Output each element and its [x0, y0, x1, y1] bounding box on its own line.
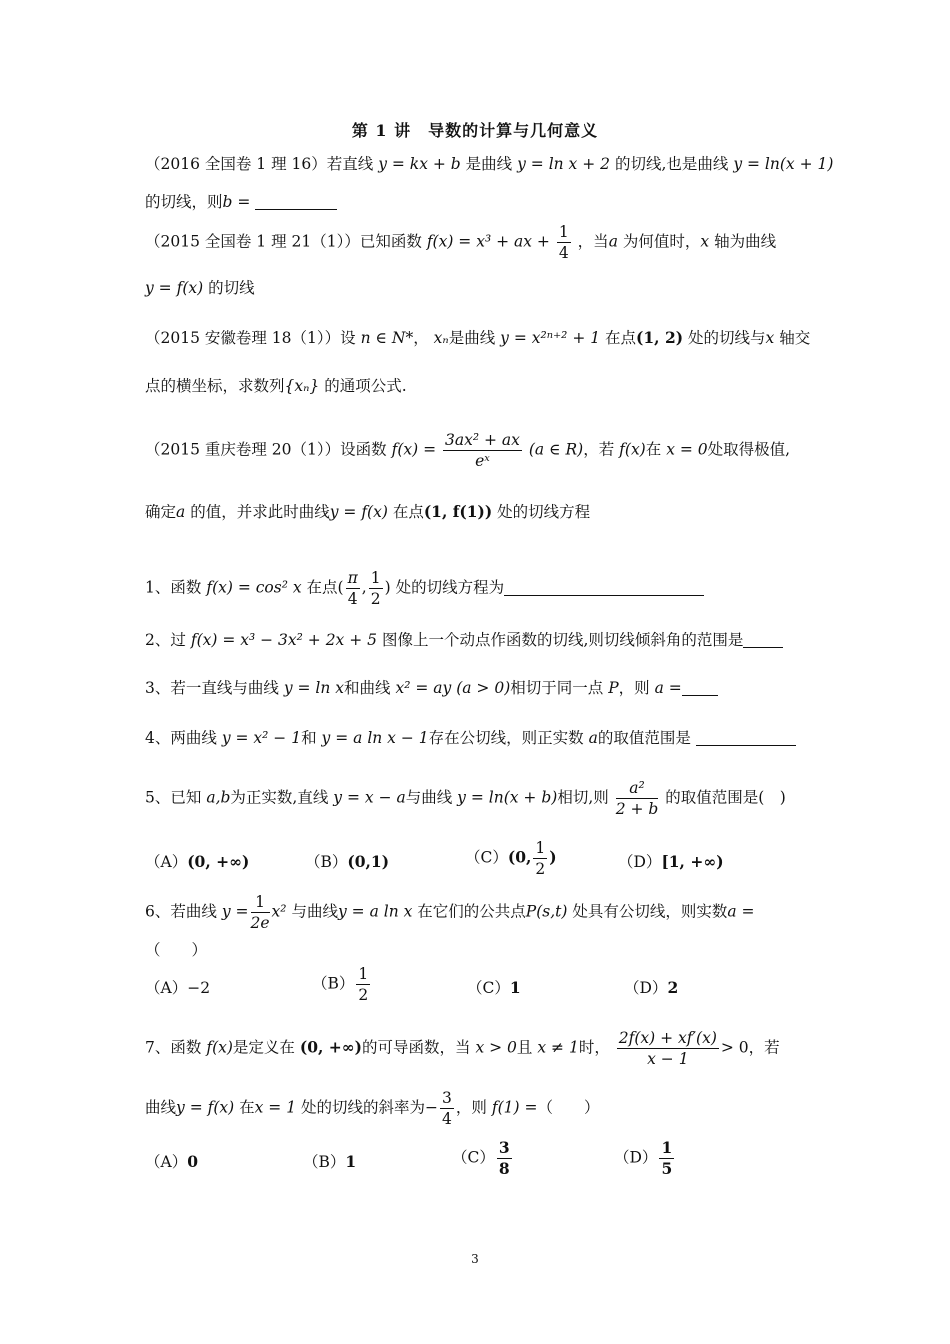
question-7-line-1: 7、函数 f(x)是定义在 (0, +∞)的可导函数，当 x > 0且 x ≠ 1时， $\frac{2f(x) + xf'(x)}{x - 1}$ > 0，若 [145, 1029, 780, 1068]
option-b[interactable]: （B）(0,1) [305, 852, 390, 871]
example-2-line-1: （2015 全国卷 1 理 21（1））已知函数 f(x) = x³ + ax + $\frac{1}{4}$ ，当a 为何值时，x 轴为曲线 [145, 223, 777, 262]
question-7-line-2: 曲线y = f(x) 在x = 1 处的切线的斜率为− $\frac{3}{4}$ ，则 f(1) =（ ） [145, 1089, 600, 1128]
option-a[interactable]: （A）−2 [145, 979, 211, 997]
example-3-line-2: 点的横坐标，求数列{xₙ} 的通项公式. [145, 377, 407, 395]
option-c[interactable]: （C）1 [467, 978, 521, 997]
option-c[interactable]: （C）(0, $\frac{1}{2}$ ) [465, 839, 557, 878]
fraction: $\frac{\text{a²}}{2 + b}$ [615, 779, 659, 818]
fraction: $\frac{\pi}{4}$ [347, 569, 358, 608]
question-6: 6、若曲线 y = $\frac{1}{2e}$ x² 与曲线y = a ln x 在它们的公共点P(s,t) 处具有公切线，则实数a = [145, 893, 755, 932]
fraction: $\frac{1}{2e}$ [250, 893, 270, 932]
answer-blank[interactable] [743, 631, 783, 648]
example-3-line-1: （2015 安徽卷理 18（1））设 n ∈ N*， xₙ是曲线 y = x²ⁿ⁺² + 1 在点(1, 2) 处的切线与x 轴交 [145, 328, 811, 347]
fraction: $\frac{1}{5}$ [661, 1138, 673, 1178]
page-number: 3 [471, 1252, 479, 1266]
option-d[interactable]: （D） $\frac{1}{5}$ [614, 1138, 673, 1178]
fraction: $\frac{1}{2}$ [358, 965, 369, 1004]
example-4-line-2: 确定a 的值，并求此时曲线y = f(x) 在点(1, f(1)) 处的切线方程 [145, 502, 591, 521]
example-1-line-2: 的切线，则b = [145, 192, 337, 212]
fraction: $\frac{3}{8}$ [498, 1138, 510, 1178]
answer-blank[interactable] [255, 193, 337, 210]
fraction: $\frac{1}{2}$ [370, 569, 381, 608]
option-c[interactable]: （C） $\frac{3}{8}$ [452, 1138, 510, 1178]
fraction: $\frac{1}{2}$ [535, 839, 546, 878]
fraction: $\frac{2f(x) + xf'(x)}{x - 1}$ [618, 1029, 717, 1068]
fraction: $\frac{1}{4}$ [558, 223, 569, 262]
option-a[interactable]: （A）(0, +∞) [145, 852, 250, 871]
question-5: 5、已知 a,b为正实数,直线 y = x − a与曲线 y = ln(x + b)相切,则 $\frac{\text{a²}}{2 + b}$ 的取值范围是( ) [145, 779, 786, 818]
example-4-line-1: （2015 重庆卷理 20（1））设函数 f(x) = $\frac{\text{3ax² + ax}}{\text{eˣ}}$ (a ∈ R)，若 f(x)在 x = 0处取得极值, [145, 431, 791, 470]
answer-blank[interactable] [504, 579, 704, 596]
option-b[interactable]: （B）1 [303, 1152, 357, 1171]
answer-blank[interactable] [696, 729, 796, 746]
example-1-line-1: （2016 全国卷 1 理 16）若直线 y = kx + b 是曲线 y = ln x + 2 的切线,也是曲线 y = ln(x + 1) [145, 155, 834, 173]
option-d[interactable]: （D）[1, +∞) [618, 852, 724, 871]
option-a[interactable]: （A）0 [145, 1152, 198, 1171]
question-6-paren: （ ） [145, 941, 208, 959]
question-1: 1、函数 f(x) = cos² x 在点( $\frac{\pi}{4}$ , $\frac{1}{2}$ ) 处的切线方程为 [145, 568, 704, 612]
option-b[interactable]: （B） $\frac{1}{2}$ [312, 965, 369, 1004]
fraction: $\frac{\text{3ax² + ax}}{\text{eˣ}}$ [445, 431, 520, 470]
answer-blank[interactable] [682, 679, 718, 696]
fraction: $\frac{3}{4}$ [442, 1089, 452, 1128]
example-1-source: （2016 全国卷 1 理 16） [145, 155, 327, 173]
question-4: 4、两曲线 y = x² − 1和 y = a ln x − 1存在公切线，则正实数 a的取值范围是 [145, 728, 796, 748]
page-title: 第 1 讲 导数的计算与几何意义 [351, 121, 599, 140]
example-2-line-2: y = f(x) 的切线 [145, 279, 255, 297]
question-2: 2、过 f(x) = x³ − 3x² + 2x + 5 图像上一个动点作函数的切线,则切线倾斜角的范围是 [145, 630, 783, 650]
question-3: 3、若一直线与曲线 y = ln x和曲线 x² = ay (a > 0)相切于同一点 P，则 a = [145, 678, 718, 698]
option-d[interactable]: （D）2 [624, 978, 679, 997]
